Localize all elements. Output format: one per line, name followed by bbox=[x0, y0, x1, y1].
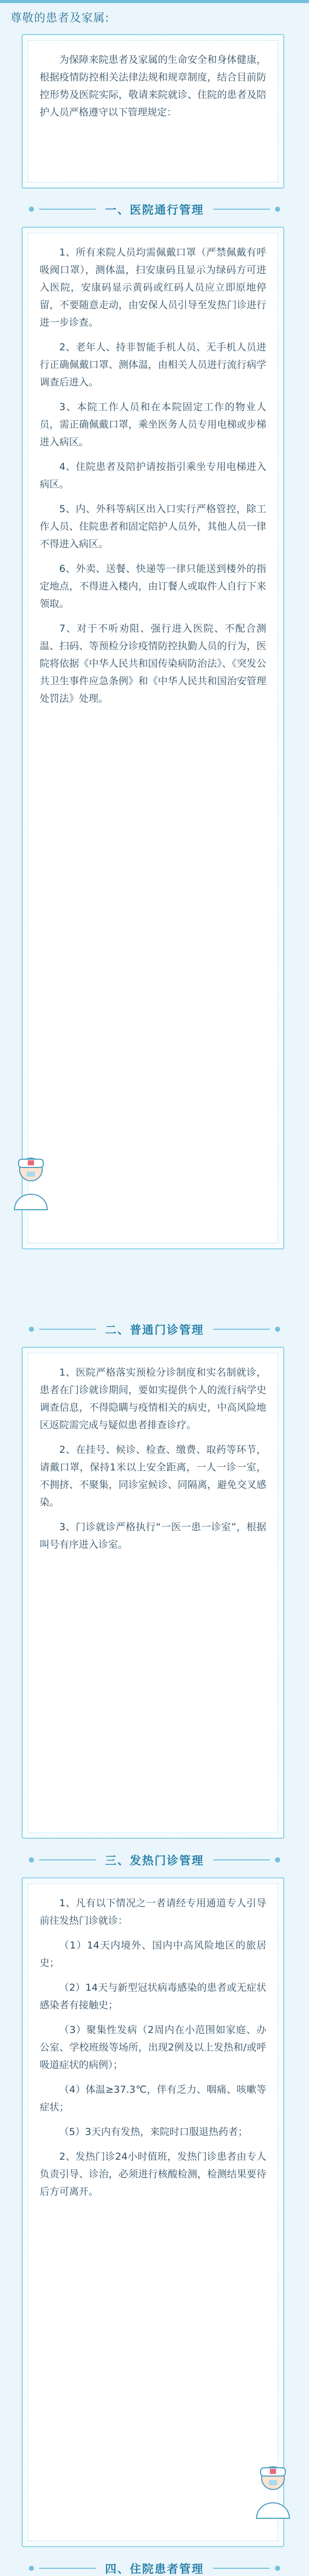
dot-icon bbox=[29, 207, 34, 212]
paragraph: 2、在挂号、候诊、检查、缴费、取药等环节，请戴口罩，保持1米以上安全距离，一人一诊一室，不拥挤、不聚集，同诊室候诊、同隔离，避免交叉感染。 bbox=[40, 1444, 266, 1508]
dot-icon bbox=[275, 1327, 280, 1332]
divider-line bbox=[213, 1329, 270, 1330]
section-3-title: 三、发热门诊管理 bbox=[105, 1854, 204, 1868]
section-4-title: 四、住院患者管理 bbox=[105, 2563, 204, 2576]
section-1-card bbox=[22, 227, 284, 1249]
section-2-card bbox=[22, 1347, 284, 1839]
dot-icon bbox=[29, 1327, 34, 1332]
section-title-1 bbox=[0, 199, 309, 219]
dot-icon bbox=[275, 2566, 280, 2571]
divider-line bbox=[39, 2568, 96, 2569]
dot-icon bbox=[275, 207, 280, 212]
divider-line bbox=[39, 1329, 96, 1330]
paragraph: 5、内、外科等病区出入口实行严格管控，除工作人员、住院患者和固定陪护人员外，其他人员一律不得进入病区。 bbox=[40, 503, 266, 550]
paragraph: 1、所有来院人员均需佩戴口罩（严禁佩戴有呼吸阀口罩），测体温，扫安康码且显示为绿码方可进入医院，安康码显示黄码或红码人员应立即原地停留，不要随意走动，由安保人员引导至发热门诊进行进一步诊查。 bbox=[40, 247, 266, 328]
divider-line bbox=[213, 1859, 270, 1860]
intro-card bbox=[22, 34, 284, 189]
paragraph: 1、凡有以下情况之一者请经专用通道专人引导前往发热门诊就诊： bbox=[40, 1897, 266, 1926]
paragraph: 6、外卖、送餐、快递等一律只能送到楼外的指定地点，不得进入楼内，由订餐人或取件人自行下来领取。 bbox=[40, 563, 266, 609]
section-3-card bbox=[22, 1877, 284, 2547]
section-title-3 bbox=[0, 1850, 309, 1870]
paragraph: （3）聚集性发病（2周内在小范围如家庭、办公室、学校班级等场所，出现2例及以上发热和/或呼吸道症状的病例）； bbox=[40, 2024, 266, 2071]
divider-line bbox=[213, 2568, 270, 2569]
paragraph: 1、医院严格落实预检分诊制度和实名制就诊，患者在门诊就诊期间，要如实提供个人的流行病学史调查信息，不得隐瞒与疫情相关的病史，中高风险地区返院需完成与疑似患者排查诊疗。 bbox=[40, 1367, 266, 1431]
nurse-illustration-icon bbox=[242, 2458, 304, 2519]
divider-line bbox=[39, 209, 96, 210]
paragraph: 3、门诊就诊严格执行“一医一患一诊室”，根据叫号有序进入诊室。 bbox=[40, 1521, 266, 1550]
section-title-2 bbox=[0, 1319, 309, 1340]
dot-icon bbox=[275, 1857, 280, 1862]
nurse-illustration-icon bbox=[0, 1149, 62, 1211]
section-2-title: 二、普通门诊管理 bbox=[105, 1324, 204, 1337]
top-accent-line bbox=[0, 0, 309, 3]
divider-line bbox=[39, 1859, 96, 1860]
paragraph: 3、本院工作人员和在本院固定工作的物业人员，需正确佩戴口罩，乘坐医务人员专用电梯或步梯进入病区。 bbox=[40, 401, 266, 448]
dot-icon bbox=[29, 2566, 34, 2571]
divider-line bbox=[213, 209, 270, 210]
paragraph: （2）14天与新型冠状病毒感染的患者或无症状感染者有接触史； bbox=[40, 1982, 266, 2011]
intro-text: 为保障来院患者及家属的生命安全和身体健康，根据疫情防控相关法律法规和规章制度，结合目前防控形势及医院实际，敬请来院就诊、住院的患者及陪护人员严格遵守以下管理规定： bbox=[40, 54, 266, 118]
paragraph: 2、发热门诊24小时值班，发热门诊患者由专人负责引导、诊治，必须进行核酸检测，检测结果要待后方可离开。 bbox=[40, 2151, 266, 2197]
paragraph: （4）体温≥37.3℃，伴有乏力、咽痛、咳嗽等症状； bbox=[40, 2084, 266, 2113]
section-1-title: 一、医院通行管理 bbox=[105, 204, 204, 217]
paragraph: （1）14天内境外、国内中高风险地区的旅居史； bbox=[40, 1940, 266, 1969]
paragraph: （5）3天内有发热，来院时口服退热药者； bbox=[59, 2126, 248, 2138]
greeting: 尊敬的患者及家属: bbox=[10, 12, 110, 25]
section-title-4 bbox=[0, 2558, 309, 2576]
paragraph: 2、老年人、持非智能手机人员、无手机人员进行正确佩戴口罩、测体温，由相关人员进行流行病学调查后进入。 bbox=[40, 342, 266, 388]
paragraph: 7、对于不听劝阻、强行进入医院、不配合测温、扫码、等预检分诊疫情防控执勤人员的行为，医院将依据《中华人民共和国传染病防治法》、《突发公共卫生事件应急条例》和《中华人民共和国治安管理处罚法》处理。 bbox=[40, 623, 266, 704]
paragraph: 4、住院患者及陪护请按指引乘坐专用电梯进入病区。 bbox=[40, 461, 266, 490]
dot-icon bbox=[29, 1857, 34, 1862]
